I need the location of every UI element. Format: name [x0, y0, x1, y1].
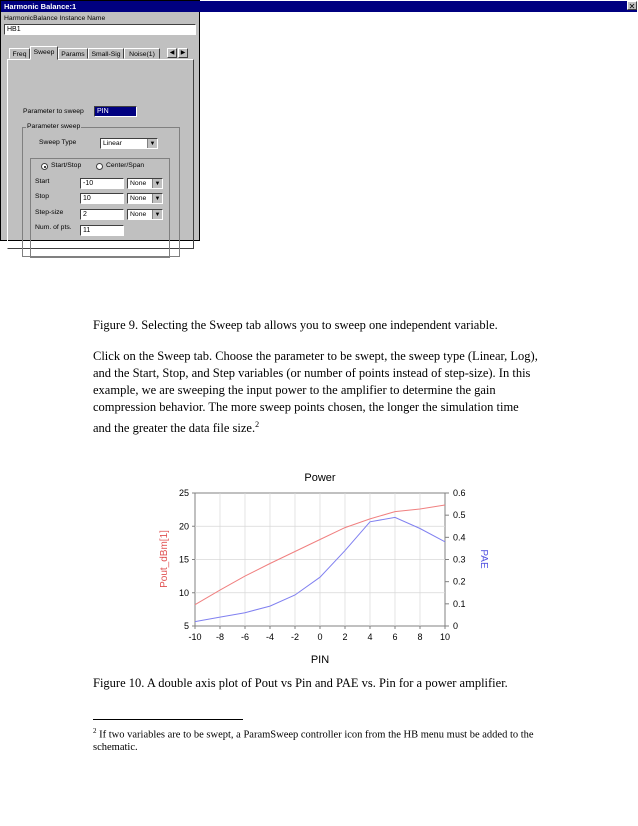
tab-scroll-right-button[interactable]: ▶ — [178, 48, 188, 58]
sweep-type-value: Linear — [103, 140, 122, 147]
y-axis-label-right: PAE — [478, 549, 489, 569]
param-to-sweep-input[interactable]: PIN — [94, 106, 137, 117]
step-size-label: Step-size — [35, 209, 64, 216]
dialog-title: Harmonic Balance:1 — [1, 1, 637, 12]
paragraph-last-text: and the greater the data file size. — [93, 421, 256, 436]
radio-center-span[interactable] — [96, 163, 103, 170]
chevron-down-icon: ▼ — [147, 139, 157, 148]
x-tick-label: 2 — [342, 632, 348, 642]
tab-sweep[interactable]: Sweep — [30, 46, 58, 60]
y-tick-label-left: 25 — [178, 488, 189, 498]
stop-unit-select[interactable] — [127, 193, 163, 204]
y-tick-label-right: 0.5 — [453, 510, 466, 521]
paragraph-line: compression behavior. The more sweep points chosen, the longer the simulation time — [93, 400, 519, 414]
y-ticks-right — [445, 488, 466, 631]
footnote-line-2: schematic. — [93, 742, 138, 753]
paragraph-line — [93, 416, 259, 437]
paragraph-line: Click on the Sweep tab. Choose the parameter to be swept, the sweep type (Linear, Log), — [93, 349, 538, 363]
range-group — [30, 158, 170, 258]
num-pts-input[interactable]: 11 — [80, 225, 124, 236]
radio-start-stop-label: Start/Stop — [51, 162, 82, 169]
figure9-caption: Figure 9. Selecting the Sweep tab allows you to sweep one independent variable. — [93, 318, 498, 332]
sweep-type-select[interactable] — [100, 138, 158, 149]
stop-label: Stop — [35, 193, 49, 200]
footnote-divider — [93, 719, 243, 720]
sweep-type-label: Sweep Type — [39, 139, 77, 146]
x-tick-label: 6 — [392, 632, 398, 642]
harmonic-balance-dialog — [0, 0, 636, 241]
instance-name-label: HarmonicBalance Instance Name — [4, 15, 106, 22]
radio-start-stop[interactable] — [41, 163, 48, 170]
y-tick-label-right: 0.2 — [453, 576, 466, 587]
x-tick-label: 4 — [367, 632, 373, 642]
footnote-line — [93, 727, 534, 741]
chart-title: Power — [304, 472, 336, 484]
tab-scroll-left-button[interactable]: ◀ — [167, 48, 177, 58]
chevron-down-icon: ▼ — [152, 194, 162, 203]
y-tick-label-right: 0.6 — [453, 488, 466, 498]
y-tick-label-right: 0.1 — [453, 598, 466, 609]
y-tick-label-right: 0.3 — [453, 554, 466, 565]
y-tick-label-left: 5 — [183, 621, 189, 631]
tab-params[interactable]: Params — [58, 48, 88, 59]
tab-noise[interactable]: Noise(1) — [124, 48, 160, 59]
chevron-down-icon: ▼ — [152, 210, 162, 219]
y-tick-label-left: 20 — [178, 521, 189, 532]
start-label: Start — [35, 178, 50, 185]
footnote-reference[interactable]: 2 — [255, 420, 260, 429]
grid — [195, 493, 445, 626]
x-tick-label: -6 — [240, 632, 250, 642]
step-size-unit-select[interactable] — [127, 209, 163, 220]
x-tick-label: -4 — [265, 632, 275, 642]
y-ticks-left — [179, 488, 195, 631]
footnote-text: If two variables are to be swept, a ParamSweep controller icon from the HB menu must be added to the — [96, 729, 534, 741]
radio-center-span-label: Center/Span — [106, 162, 145, 169]
x-tick-label: -8 — [215, 632, 225, 642]
stop-unit-value: None — [130, 195, 147, 202]
param-sweep-group-label: Parameter sweep — [27, 123, 81, 130]
y-tick-label-right: 0 — [453, 621, 459, 631]
stop-input[interactable]: 10 — [80, 193, 124, 204]
power-chart — [155, 465, 489, 670]
x-tick-label: 8 — [417, 632, 423, 642]
footnote-mark: 2 — [93, 727, 97, 735]
start-unit-value: None — [130, 180, 147, 187]
chevron-down-icon: ▼ — [152, 179, 162, 188]
paragraph-line: and the Start, Stop, and Step variables (or number of points instead of step-size). In this — [93, 366, 531, 380]
start-unit-select[interactable] — [127, 178, 163, 189]
step-size-unit-value: None — [130, 211, 147, 218]
start-input[interactable]: -10 — [80, 178, 124, 189]
tab-small-sig[interactable]: Small-Sig — [88, 48, 124, 59]
figure10-caption: Figure 10. A double axis plot of Pout vs Pin and PAE vs. Pin for a power amplifier. — [93, 676, 508, 690]
x-tick-label: 10 — [439, 632, 451, 642]
x-tick-label: -2 — [290, 632, 300, 642]
x-tick-label: 0 — [317, 632, 323, 642]
y-axis-label-left: Pout_dBm[1] — [159, 530, 170, 588]
x-axis-label: PIN — [310, 654, 330, 666]
step-size-input[interactable]: 2 — [80, 209, 124, 220]
x-tick-label: -10 — [188, 632, 202, 642]
param-to-sweep-label: Parameter to sweep — [23, 108, 84, 115]
num-pts-label: Num. of pts. — [35, 224, 72, 231]
instance-name-input[interactable]: HB1 — [4, 24, 196, 35]
y-tick-label-left: 10 — [178, 587, 189, 598]
close-button[interactable]: ✕ — [628, 2, 636, 11]
y-tick-label-right: 0.4 — [453, 532, 466, 543]
paragraph-line: example, we are sweeping the input power to the amplifier to determine the gain — [93, 383, 496, 397]
y-tick-label-left: 15 — [178, 554, 189, 565]
tab-freq[interactable]: Freq — [9, 48, 30, 59]
x-ticks — [188, 626, 450, 642]
